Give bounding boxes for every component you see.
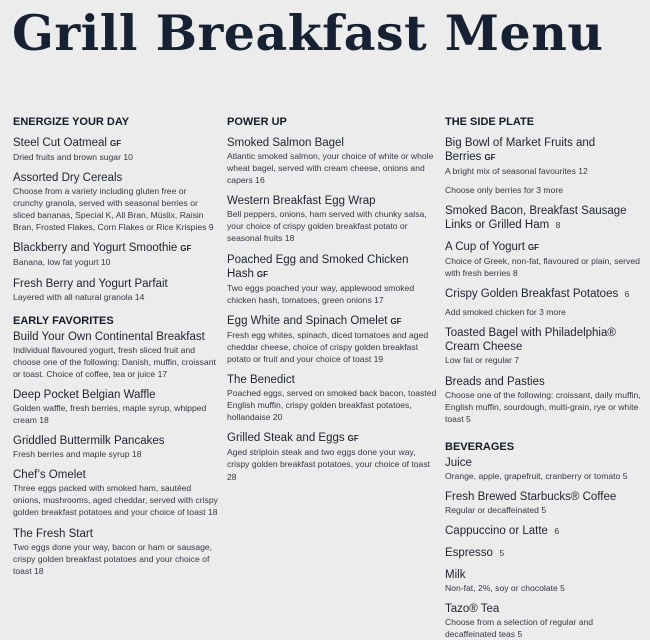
- item-description: Three eggs packed with smoked ham, sautéed onions, mushrooms, aged cheddar, served with crispy golden breakfast potatoes and your choice of toast 18: [13, 483, 218, 518]
- gluten-free-badge: GF: [347, 434, 359, 444]
- item-description: Aged striploin steak and two eggs done your way, crispy golden breakfast potatoes, your choice of toast 28: [227, 447, 431, 482]
- item-description: Regular or decaffeinated 5: [445, 504, 547, 515]
- menu-item: [445, 602, 645, 640]
- menu-item: [13, 527, 218, 577]
- gluten-free-badge: GF: [527, 243, 540, 253]
- item-description: Orange, apple, grapefruit, cranberry or tomato 5: [445, 470, 628, 481]
- menu-item: [445, 136, 645, 196]
- menu-item: [445, 240, 645, 279]
- menu-title: Grill Breakfast Menu: [12, 4, 604, 62]
- section-heading-beverages: BEVERAGES: [445, 440, 515, 453]
- item-extra: Choose only berries for 3 more: [445, 185, 563, 196]
- menu-item: [13, 241, 218, 268]
- menu-item: [445, 490, 645, 516]
- item-name: The Fresh Start: [13, 527, 93, 540]
- item-name: Chef’s Omelet: [13, 469, 86, 482]
- item-description: Non-fat, 2%, soy or chocolate 5: [445, 583, 565, 594]
- menu-item: [227, 253, 437, 306]
- item-name: Crispy Golden Breakfast Potatoes: [445, 288, 619, 301]
- item-price: 6: [624, 289, 630, 300]
- item-description: Two eggs done your way, bacon or ham or sausage, crispy golden breakfast potatoes and your choice of toast 18: [13, 541, 213, 576]
- menu-item: [227, 136, 437, 186]
- item-description: Atlantic smoked salmon, your choice of white or whole wheat bagel, served with cream cheese, onions and capers 16: [227, 151, 434, 186]
- menu-item: [445, 524, 645, 538]
- item-name: Grilled Steak and Eggs: [227, 432, 345, 445]
- menu-item: [445, 568, 645, 594]
- column-middle: [227, 116, 437, 483]
- gluten-free-badge: GF: [109, 139, 122, 148]
- item-price: 6: [554, 526, 560, 537]
- menu-item: [13, 434, 218, 460]
- menu-item: [445, 546, 645, 560]
- menu-item: [445, 287, 645, 318]
- menu-item: [445, 456, 645, 482]
- item-name: Big Bowl of Market Fruits and Berries: [445, 137, 596, 163]
- section-heading-side-plate: THE SIDE PLATE: [445, 116, 535, 128]
- menu-item: [13, 136, 218, 163]
- menu-item: [227, 431, 437, 482]
- gluten-free-badge: GF: [180, 244, 192, 254]
- section-heading-early-favorites: EARLY FAVORITES: [13, 314, 114, 327]
- item-description: Bell peppers, onions, ham served with chunky salsa, your choice of crispy golden breakfast potato or seasonal fruits 18: [227, 209, 427, 244]
- item-name: Cappuccino or Latte: [445, 525, 548, 538]
- item-name: Build Your Own Continental Breakfast: [13, 330, 205, 343]
- section-heading-energize: ENERGIZE YOUR DAY: [13, 116, 130, 128]
- item-description: Poached eggs, served on smoked back bacon, toasted English muffin, crispy golden breakfast potatoes, hollandaise 20: [227, 388, 437, 423]
- item-description: Choose from a selection of regular and decaffeinated teas 5: [445, 617, 594, 640]
- item-name: The Benedict: [227, 374, 295, 387]
- menu-item: [13, 388, 218, 426]
- item-description: Fresh egg whites, spinach, diced tomatoes and aged cheddar cheese, choice of crispy golden breakfast potato or fruit and your choice of toast 19: [227, 329, 429, 364]
- item-name: Juice: [445, 456, 472, 469]
- menu-item: [13, 468, 218, 518]
- item-description: Choice of Greek, non-fat, flavoured or plain, served with fresh berries 8: [445, 256, 640, 279]
- item-name: Milk: [445, 569, 466, 582]
- item-name: Breads and Pasties: [445, 375, 545, 388]
- item-description: Dried fruits and brown sugar 10: [13, 152, 133, 162]
- item-price: 5: [499, 548, 505, 559]
- item-name: Blackberry and Yogurt Smoothie: [13, 242, 178, 255]
- menu-item: [227, 314, 437, 365]
- menu-item: [445, 326, 645, 366]
- item-name: Espresso: [445, 547, 493, 560]
- gluten-free-badge: GF: [390, 316, 402, 326]
- item-description: A bright mix of seasonal favourites 12: [445, 166, 588, 176]
- item-name: Deep Pocket Belgian Waffle: [13, 388, 156, 401]
- menu-item: [13, 330, 218, 380]
- menu-item: [227, 373, 437, 423]
- item-description: Golden waffle, fresh berries, maple syrup, whipped cream 18: [13, 402, 207, 426]
- item-extra: Add smoked chicken for 3 more: [445, 307, 566, 318]
- item-name: Toasted Bagel with Philadelphia® Cream Cheese: [445, 327, 616, 354]
- item-name: A Cup of Yogurt: [445, 241, 525, 254]
- item-price: 8: [555, 220, 561, 231]
- gluten-free-badge: GF: [484, 153, 496, 162]
- item-name: Tazo® Tea: [445, 603, 500, 616]
- item-name: Smoked Salmon Bagel: [227, 137, 344, 149]
- item-description: Layered with all natural granola 14: [13, 291, 145, 302]
- item-name: Western Breakfast Egg Wrap: [227, 195, 376, 208]
- item-name: Smoked Bacon, Breakfast Sausage Links or Grilled Ham: [445, 205, 627, 232]
- item-name: Fresh Brewed Starbucks® Coffee: [445, 490, 617, 503]
- item-name: Steel Cut Oatmeal: [13, 137, 107, 149]
- item-description: Choose from a variety including gluten free or crunchy granola, served with seasonal berries or sliced bananas, Special K, All Bran, Müslix, Raisin Bran, Frosted Flakes, Corn Flakes or Rice Krispies 9: [13, 186, 214, 233]
- menu-item: [13, 277, 218, 303]
- column-left: [13, 116, 218, 577]
- menu-item: [445, 375, 645, 425]
- item-name: Egg White and Spinach Omelet: [227, 314, 388, 327]
- menu-item: [227, 194, 437, 244]
- item-description: Fresh berries and maple syrup 18: [13, 449, 142, 460]
- column-right: [445, 116, 645, 640]
- item-description: Two eggs poached your way, applewood smoked chicken hash, tomatoes, green onions 17: [227, 282, 415, 305]
- menu-item: [445, 204, 645, 232]
- item-description: Low fat or regular 7: [445, 355, 520, 366]
- item-name: Assorted Dry Cereals: [13, 172, 123, 185]
- item-description: Individual flavoured yogurt, fresh sliced fruit and choose one of the following: Danish, muffin, croissant or toast. Choice of coffee, tea or juice 17: [13, 344, 216, 379]
- menu-item: [13, 171, 218, 233]
- gluten-free-badge: GF: [256, 269, 268, 279]
- section-heading-power-up: POWER UP: [227, 116, 287, 128]
- item-description: Choose one of the following: croissant, daily muffin, English muffin, sourdough, multi-grain, rye or white toast 5: [445, 389, 641, 424]
- item-name: Griddled Buttermilk Pancakes: [13, 435, 165, 448]
- item-name: Poached Egg and Smoked Chicken Hash: [227, 253, 409, 280]
- item-name: Fresh Berry and Yogurt Parfait: [13, 277, 168, 290]
- item-description: Banana, low fat yogurt 10: [13, 257, 111, 268]
